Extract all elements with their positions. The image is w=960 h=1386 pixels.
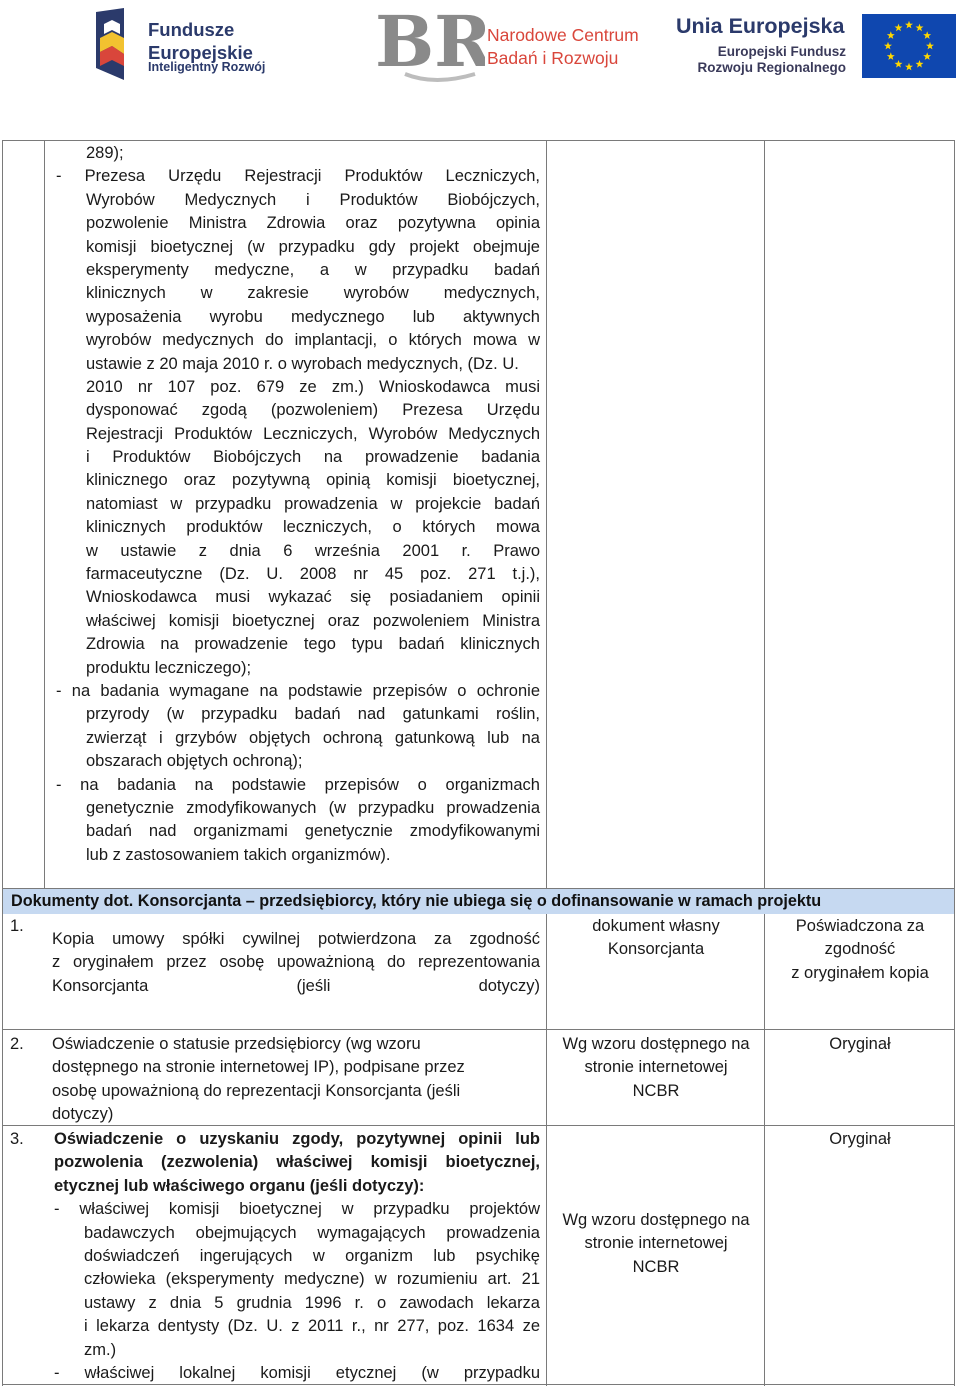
bold-text-line: pozwolenia (zezwolenia) właściwej komisji bioetycznej, bbox=[54, 1153, 540, 1172]
unia-europejska-logo bbox=[676, 14, 956, 80]
continued-text-line: przyrody (w przypadku badań nad gatunkami roślin, bbox=[86, 705, 540, 724]
bold-text-line: etycznej lub właściwego organu (jeśli dotyczy): bbox=[54, 1176, 425, 1195]
text-line: Wg wzoru dostępnego na bbox=[562, 1035, 750, 1053]
continued-text-line: badań nad organizmami genetycznie zmodyfikowanymi bbox=[86, 822, 540, 841]
continued-text-line: klinicznego oraz pozytywną opinią komisji bioetycznej, bbox=[86, 471, 540, 490]
text-line: Oryginał bbox=[829, 1130, 891, 1148]
row2-document-form bbox=[768, 1033, 952, 1056]
row2-number: 2. bbox=[10, 1035, 24, 1053]
ncbr-br-mark-icon bbox=[375, 4, 485, 90]
text-line: Oryginał bbox=[829, 1035, 891, 1053]
continued-text-line: i Produktów Biobójczych na prowadzenie badania bbox=[86, 448, 540, 467]
row1-number: 1. bbox=[10, 917, 24, 935]
row2-document-type bbox=[548, 1033, 764, 1103]
continued-text-line: 289); bbox=[86, 144, 124, 162]
text-line: z oryginałem kopia bbox=[791, 963, 929, 982]
text-line: zm.) bbox=[84, 1340, 117, 1359]
text-line: Kopia umowy spółki cywilnej potwierdzona za zgodność bbox=[52, 930, 540, 948]
continued-text-line: lub z zastosowaniem takich organizmów). bbox=[86, 845, 391, 864]
text-line: doświadczeń ingerujących w organizm lub psychikę bbox=[84, 1246, 540, 1265]
continued-text-line: klinicznych w zakresie wyrobów medycznych, bbox=[86, 284, 540, 303]
ue-logo-line1: Europejski Fundusz bbox=[717, 44, 846, 59]
continued-text-line: natomiast w przypadku prowadzenia w projekcie badań bbox=[86, 494, 540, 513]
ue-logo-line2: Rozwoju Regionalnego bbox=[697, 60, 846, 75]
fe-star-mark-icon bbox=[94, 8, 144, 84]
text-line: Oświadczenie o statusie przedsiębiorcy (wg wzoru bbox=[52, 1035, 421, 1053]
continued-text-line: wyposażenia wyrobu medycznego lub aktywnych bbox=[86, 307, 540, 326]
bold-text-line: Oświadczenie o uzyskaniu zgody, pozytywnej opinii lub bbox=[54, 1130, 540, 1148]
text-line: Konsorcjanta (jeśli dotyczy) bbox=[52, 976, 540, 995]
continued-text-line: - na badania na podstawie przepisów o organizmach bbox=[56, 775, 540, 794]
text-line: osobę upoważnioną do reprezentacji Konsorcjanta (jeśli bbox=[52, 1081, 461, 1100]
eu-flag-icon bbox=[862, 14, 956, 78]
row1-document-type bbox=[548, 915, 764, 962]
continued-text-line: farmaceutyczne (Dz. U. 2008 nr 45 poz. 271 t.j.), bbox=[86, 565, 540, 584]
text-line: NCBR bbox=[632, 1081, 680, 1100]
text-line: NCBR bbox=[632, 1257, 680, 1276]
text-line: ustawy z dnia 5 grudnia 1996 r. o zawodach lekarza bbox=[84, 1293, 540, 1312]
text-line: Wg wzoru dostępnego na bbox=[562, 1211, 750, 1229]
text-line: badawczych obejmujących wymagających prowadzenia bbox=[84, 1223, 540, 1242]
fe-logo-line1: Fundusze bbox=[148, 19, 235, 40]
text-line: - właściwej lokalnej komisji etycznej (w przypadku bbox=[54, 1363, 540, 1382]
continued-text-line: - Prezesa Urzędu Rejestracji Produktów Leczniczych, bbox=[56, 167, 540, 186]
ncbr-logo bbox=[375, 4, 639, 90]
text-line: człowieka (eksperymenty medyczne) w rozumieniu art. 21 bbox=[84, 1270, 540, 1289]
row3-number: 3. bbox=[10, 1130, 24, 1148]
continued-text-line: genetycznie zmodyfikowanych (w przypadku prowadzenia bbox=[86, 798, 540, 817]
row3-description bbox=[54, 1128, 540, 1385]
continued-text-line: pozwolenie Ministra Zdrowia oraz pozytywna opinia bbox=[86, 214, 540, 233]
continued-text-line: Rejestracji Produktów Leczniczych, Wyrobów Medycznych bbox=[86, 424, 540, 443]
text-line: i lekarza dentysty (Dz. U. z 2011 r., nr 277, poz. 1634 ze bbox=[84, 1317, 540, 1336]
text-line: z oryginałem przez osobę upoważnioną do reprezentowania bbox=[52, 953, 540, 972]
text-line: Poświadczona za bbox=[795, 917, 925, 935]
fe-logo-subtitle: Inteligentny Rozwój bbox=[148, 60, 266, 74]
text-line: dostępnego na stronie internetowej IP), podpisane przez bbox=[52, 1058, 465, 1077]
fundusze-europejskie-logo bbox=[94, 8, 284, 84]
continued-text-line: wyrobów medycznych do implantacji, o których mowa w bbox=[86, 331, 540, 350]
consortium-section-heading bbox=[3, 889, 954, 914]
continued-text-line: ustawie z 20 maja 2010 r. o wyrobach medycznych, (Dz. U. bbox=[86, 354, 519, 373]
continued-text-line: - na badania wymagane na podstawie przepisów o ochronie bbox=[56, 681, 540, 700]
text-line: stronie internetowej bbox=[584, 1234, 728, 1253]
continued-text-line: eksperymenty medyczne, a w przypadku badań bbox=[86, 260, 540, 279]
continued-text-line: klinicznych produktów leczniczych, o których mowa bbox=[86, 518, 540, 537]
text-line: - właściwej komisji bioetycznej w przypadku projektów bbox=[54, 1200, 540, 1219]
continued-text-line: zwierząt i grzybów objętych ochroną gatunkową lub na bbox=[86, 728, 540, 747]
continued-text-line: właściwej komisji bioetycznej oraz pozwoleniem Ministra bbox=[86, 611, 540, 630]
continued-text-line: Wyrobów Medycznych i Produktów Biobójczych, bbox=[86, 190, 540, 209]
row2-description bbox=[52, 1033, 540, 1127]
continued-text-line: produktu leczniczego); bbox=[86, 658, 252, 677]
continued-text-line: komisji bioetycznej (w przypadku gdy projekt obejmuje bbox=[86, 237, 540, 256]
continued-text-line: obszarach objętych ochroną); bbox=[86, 752, 303, 771]
row3-document-form bbox=[768, 1128, 952, 1151]
fe-logo-line2: Europejskie bbox=[148, 42, 253, 64]
row3-document-type bbox=[548, 1209, 764, 1279]
text-line: zgodność bbox=[824, 940, 896, 959]
continued-text-line: 2010 nr 107 poz. 679 ze zm.) Wnioskodawca musi bbox=[86, 377, 540, 396]
text-line: dokument własny bbox=[592, 917, 720, 935]
text-line: dotyczy) bbox=[52, 1105, 114, 1124]
ncbr-logo-line2: Badań i Rozwoju bbox=[487, 48, 619, 69]
continued-text-line: w ustawie z dnia 6 września 2001 r. Prawo bbox=[86, 541, 540, 560]
continued-text-line: Wnioskodawca musi wykazać się posiadaniem opinii bbox=[86, 588, 540, 607]
text-line: stronie internetowej bbox=[584, 1058, 728, 1077]
ue-logo-title: Unia Europejska bbox=[676, 14, 845, 38]
continued-text-line: Zdrowia na prowadzenie tego typu badań klinicznych bbox=[86, 635, 540, 654]
continued-text-line: dysponować zgodą (pozwoleniem) Prezesa Urzędu bbox=[86, 401, 540, 420]
continued-requirements-text bbox=[56, 142, 540, 867]
ncbr-logo-line1: Narodowe Centrum bbox=[487, 25, 639, 45]
row1-document-form bbox=[768, 915, 952, 985]
section-heading-text: Dokumenty dot. Konsorcjanta – przedsiębiorcy, który nie ubiega się o dofinansowanie w ramach projektu bbox=[11, 892, 822, 910]
row1-description bbox=[52, 928, 540, 998]
page-header bbox=[0, 0, 960, 100]
text-line: Konsorcjanta bbox=[607, 940, 705, 959]
ncbr-mark-text: BR bbox=[375, 4, 485, 83]
